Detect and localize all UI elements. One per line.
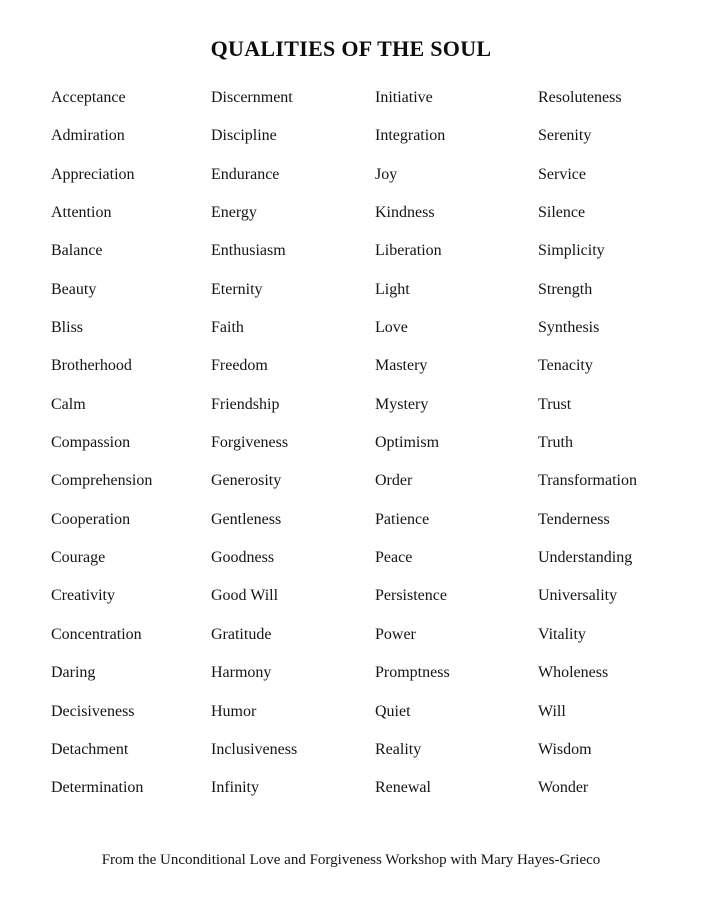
quality-item: Good Will bbox=[211, 587, 279, 605]
page-title: QUALITIES OF THE SOUL bbox=[210, 35, 492, 61]
quality-item: Acceptance bbox=[51, 89, 126, 106]
qualities-grid bbox=[51, 84, 702, 813]
quality-item: Calm bbox=[51, 395, 86, 413]
quality-item: Joy bbox=[375, 165, 398, 183]
quality-item: Peace bbox=[375, 549, 413, 567]
quality-item: Endurance bbox=[211, 165, 280, 183]
quality-item: Tenderness bbox=[538, 510, 610, 528]
quality-item: Generosity bbox=[211, 472, 282, 490]
quality-item: Synthesis bbox=[538, 319, 600, 337]
quality-item: Detachment bbox=[51, 740, 129, 758]
quality-item: Persistence bbox=[375, 587, 447, 605]
quality-item: Infinity bbox=[211, 779, 259, 797]
quality-item: Appreciation bbox=[51, 165, 135, 183]
quality-item: Quiet bbox=[375, 702, 411, 720]
quality-item: Daring bbox=[51, 664, 96, 682]
quality-item: Simplicity bbox=[538, 242, 605, 260]
quality-item: Compassion bbox=[51, 434, 131, 452]
quality-item: Power bbox=[375, 625, 416, 643]
footer-attribution: From the Unconditional Love and Forgiveness Workshop with Mary Hayes-Grieco bbox=[101, 852, 601, 868]
quality-item: Light bbox=[375, 280, 410, 298]
quality-item: Beauty bbox=[51, 280, 97, 298]
quality-item: Vitality bbox=[538, 625, 586, 643]
quality-item: Brotherhood bbox=[51, 357, 132, 375]
quality-item: Liberation bbox=[375, 242, 442, 260]
quality-item: Mastery bbox=[375, 357, 428, 375]
quality-item: Serenity bbox=[538, 127, 592, 145]
quality-item: Discernment bbox=[211, 89, 293, 106]
quality-item: Renewal bbox=[375, 779, 431, 797]
quality-item: Courage bbox=[51, 549, 106, 567]
quality-item: Freedom bbox=[211, 357, 268, 375]
quality-item: Transformation bbox=[538, 472, 637, 490]
quality-item: Love bbox=[375, 319, 408, 337]
quality-item: Friendship bbox=[211, 395, 280, 413]
quality-item: Mystery bbox=[375, 395, 429, 413]
quality-item: Concentration bbox=[51, 625, 142, 643]
quality-item: Inclusiveness bbox=[211, 740, 298, 758]
quality-item: Attention bbox=[51, 204, 112, 222]
quality-item: Optimism bbox=[375, 434, 440, 452]
quality-item: Wisdom bbox=[538, 740, 592, 758]
quality-item: Integration bbox=[375, 127, 446, 145]
quality-item: Humor bbox=[211, 702, 257, 720]
quality-item: Cooperation bbox=[51, 510, 131, 528]
quality-item: Admiration bbox=[51, 127, 125, 145]
quality-item: Creativity bbox=[51, 587, 115, 605]
quality-item: Decisiveness bbox=[51, 702, 135, 720]
quality-item: Wholeness bbox=[538, 664, 609, 682]
quality-item: Enthusiasm bbox=[211, 242, 286, 260]
quality-item: Faith bbox=[211, 319, 244, 337]
quality-item: Kindness bbox=[375, 204, 435, 222]
quality-item: Service bbox=[538, 165, 586, 183]
quality-item: Forgiveness bbox=[211, 434, 289, 452]
quality-item: Reality bbox=[375, 740, 422, 758]
quality-item: Strength bbox=[538, 280, 593, 298]
quality-item: Understanding bbox=[538, 549, 633, 567]
quality-item: Gentleness bbox=[211, 510, 282, 528]
quality-item: Comprehension bbox=[51, 472, 153, 490]
quality-item: Wonder bbox=[538, 779, 589, 797]
quality-item: Promptness bbox=[375, 664, 450, 682]
quality-item: Patience bbox=[375, 510, 430, 528]
quality-item: Order bbox=[375, 472, 413, 490]
quality-item: Determination bbox=[51, 779, 144, 797]
quality-item: Truth bbox=[538, 434, 573, 452]
quality-item: Bliss bbox=[51, 319, 84, 337]
quality-item: Resoluteness bbox=[538, 89, 622, 106]
quality-item: Universality bbox=[538, 587, 618, 605]
quality-item: Energy bbox=[211, 204, 257, 222]
quality-item: Tenacity bbox=[538, 357, 593, 375]
quality-item: Initiative bbox=[375, 89, 433, 106]
quality-item: Trust bbox=[538, 395, 572, 413]
quality-item: Goodness bbox=[211, 549, 275, 567]
quality-item: Harmony bbox=[211, 664, 272, 682]
quality-item: Eternity bbox=[211, 280, 263, 298]
quality-item: Discipline bbox=[211, 127, 277, 145]
quality-item: Balance bbox=[51, 242, 103, 260]
quality-item: Silence bbox=[538, 204, 586, 222]
quality-item: Gratitude bbox=[211, 625, 272, 643]
quality-item: Will bbox=[538, 702, 566, 720]
